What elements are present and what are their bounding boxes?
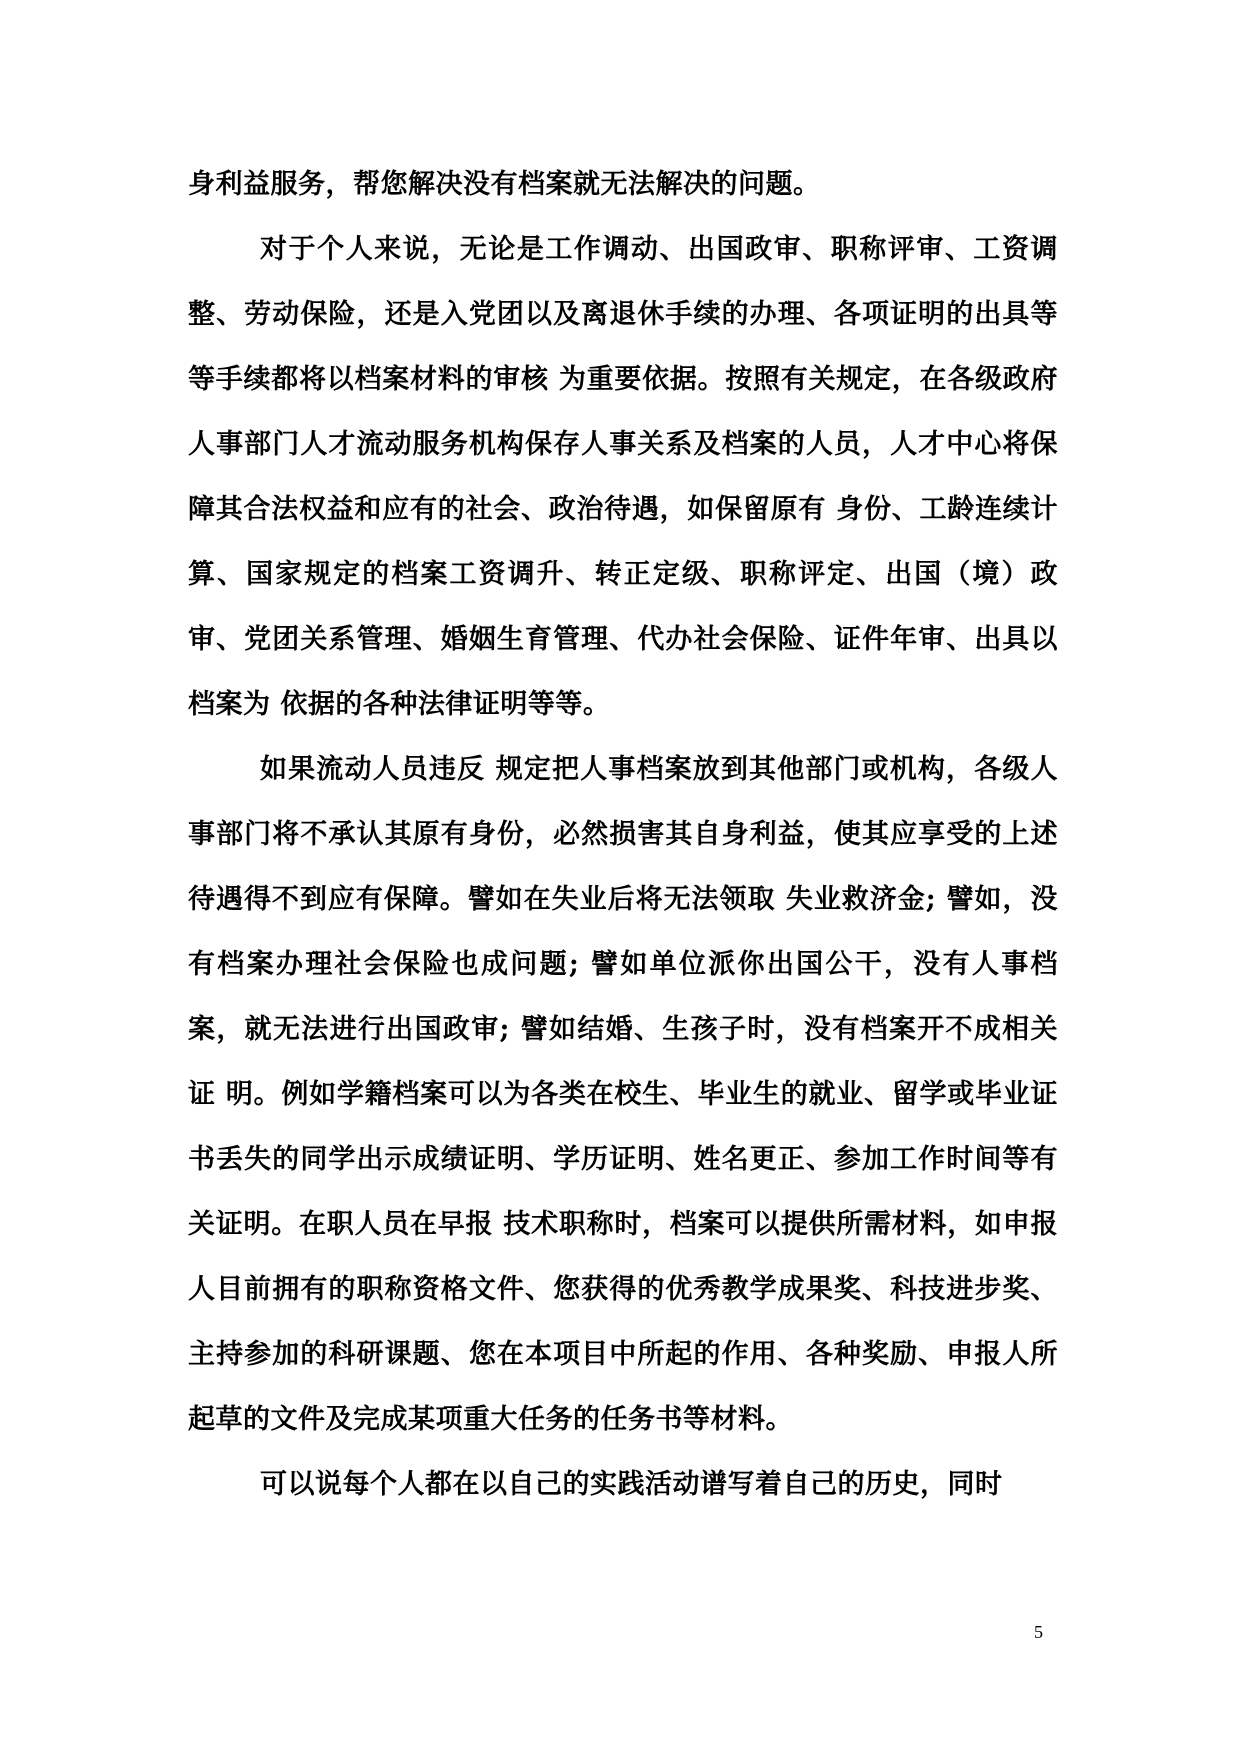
- paragraph-1: 身利益服务，帮您解决没有档案就无法解决的问题。: [188, 169, 821, 200]
- paragraph-4: 可以说每个人都在以自己的实践活动谱写着自己的历史，同时: [260, 1469, 1003, 1500]
- body-text: [188, 152, 1058, 1517]
- paragraph-3: 如果流动人员违反 规定把人事档案放到其他部门或机构，各级人事部门将不承认其原有身份，必然损害其自身利益，使其应享受的上述待遇得不到应有保障。譬如在失业后将无法领取 失业救济金; 譬如，没有档案办理社会保险也成问题; 譬如单位派你出国公干，没有人事档案，就无法进行出国政审; 譬如结婚、生孩子时，没有档案开不成相关证 明。例如学籍档案可以为各类在校生、毕业生的就业、留学或毕业证书丢失的同学出示成绩证明、学历证明、姓名更正、参加工作时间等有关证明。在职人员在早报 技术职称时，档案可以提供所需材料，如申报人目前拥有的职称资格文件、您获得的优秀教学成果奖、科技进步奖、主持参加的科研课题、您在本项目中所起的作用、各种奖励、申报人所起草的文件及完成某项重大任务的任务书等材料。: [188, 754, 1058, 1435]
- paragraph-2: 对于个人来说，无论是工作调动、出国政审、职称评审、工资调整、劳动保险，还是入党团以及离退休手续的办理、各项证明的出具等等手续都将以档案材料的审核 为重要依据。按照有关规定，在各级政府人事部门人才流动服务机构保存人事关系及档案的人员，人才中心将保障其合法权益和应有的社会、政治待遇，如保留原有 身份、工龄连续计算、国家规定的档案工资调升、转正定级、职称评定、出国（境）政审、党团关系管理、婚姻生育管理、代办社会保险、证件年审、出具以档案为 依据的各种法律证明等等。: [188, 234, 1058, 720]
- page-number: 5: [1034, 1622, 1043, 1642]
